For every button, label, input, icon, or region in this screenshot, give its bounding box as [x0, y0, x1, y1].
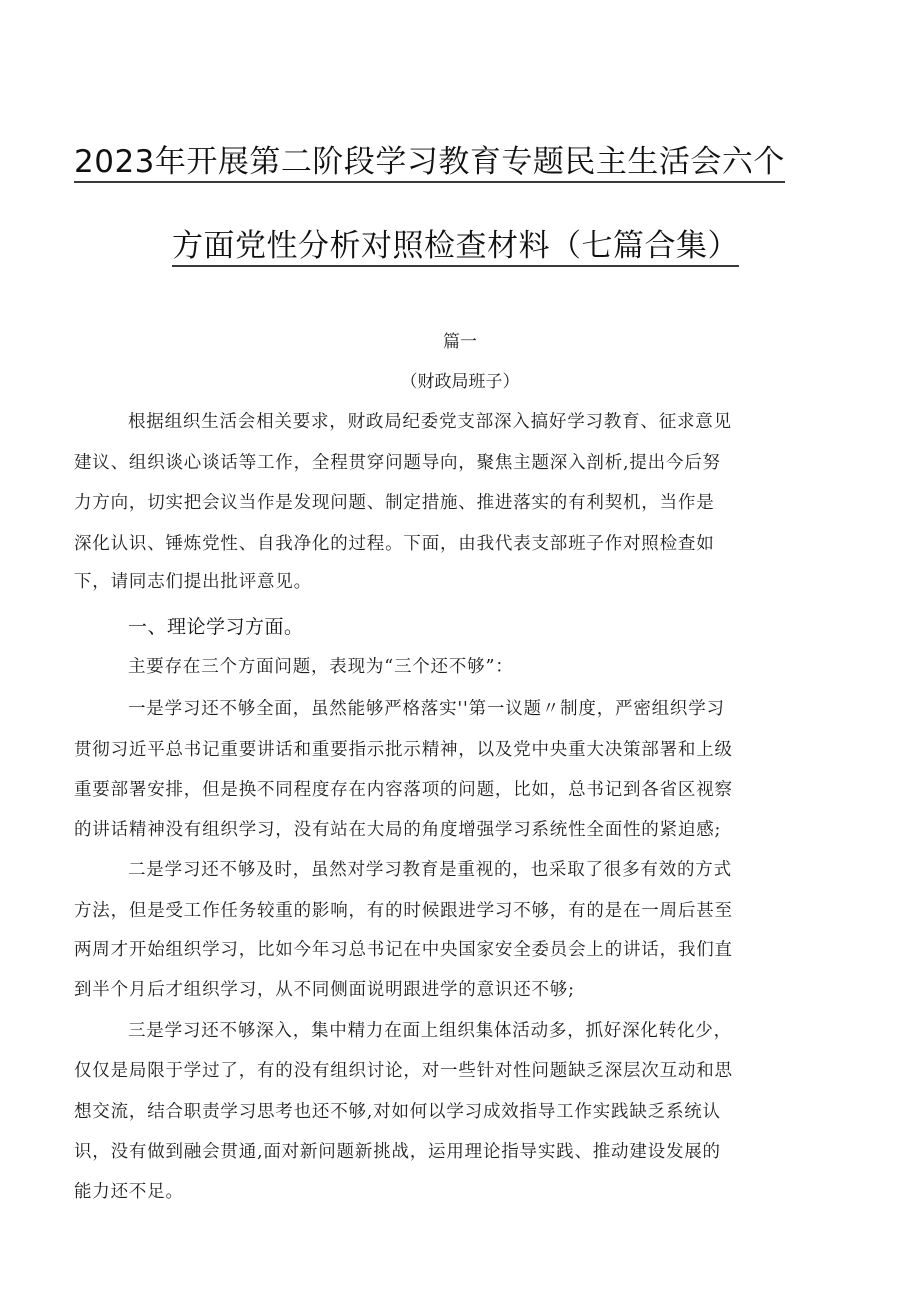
body-line: 仅仅是局限于学过了，有的没有组织讨论，对一些针对性问题缺乏深层次互动和思	[74, 1061, 733, 1081]
body-line: 重要部署安排，但是换不同程度存在内容落项的问题，比如，总书记到各省区视察	[74, 780, 733, 800]
title-text-1: 2023年开展第二阶段学习教育专题民主生活会六个	[74, 144, 785, 183]
body-line: 想交流，结合职责学习思考也还不够,对如何以学习成效指导工作实践缺乏系统认	[74, 1102, 721, 1122]
intro-line: 力方向，切实把会议当作是发现问题、制定措施、推进落实的有利契机，当作是	[74, 493, 715, 513]
body-line: 能力还不足。	[74, 1182, 184, 1202]
title-text-2: 方面党性分析对照检查材料（七篇合集）	[172, 228, 739, 267]
section-heading: 一、理论学习方面。	[128, 616, 304, 638]
body-line: 三是学习还不够深入，集中精力在面上组织集体活动多，抓好深化转化少，	[128, 1021, 732, 1041]
document-title-line-2	[172, 226, 739, 266]
intro-line: 深化认识、锤炼党性、自我净化的过程。下面，由我代表支部班子作对照检查如	[74, 534, 715, 554]
unit-label: （财政局班子）	[400, 372, 520, 392]
body-line: 二是学习还不够及时，虽然对学习教育是重视的，也采取了很多有效的方式	[128, 860, 732, 880]
body-line: 一是学习还不够全面，虽然能够严格落实''第一议题〃制度，严密组织学习	[128, 699, 725, 719]
intro-line: 建议、组织谈心谈话等工作，全程贯穿问题导向，聚焦主题深入剖析,提出今后努	[74, 453, 721, 473]
body-line: 的讲话精神没有组织学习，没有站在大局的角度增强学习系统性全面性的紧迫感;	[74, 820, 722, 840]
body-line: 方法，但是受工作任务较重的影响，有的时候跟进学习不够，有的是在一周后甚至	[74, 901, 733, 921]
body-line: 两周才开始组织学习，比如今年习总书记在中央国家安全委员会上的讲话，我们直	[74, 940, 733, 960]
body-line: 到半个月后才组织学习，从不同侧面说明跟进学的意识还不够;	[74, 980, 575, 1000]
body-line: 识，没有做到融会贯通,面对新问题新挑战，运用理论指导实践、推动建设发展的	[74, 1142, 721, 1162]
intro-line: 下，请同志们提出批评意见。	[74, 572, 312, 592]
body-line: 主要存在三个方面问题，表现为“三个还不够”：	[128, 657, 514, 677]
document-title-line-1	[74, 142, 785, 182]
intro-line: 根据组织生活会相关要求，财政局纪委党支部深入搞好学习教育、征求意见	[128, 412, 732, 432]
chapter-label: 篇一	[443, 332, 477, 352]
body-line: 贯彻习近平总书记重要讲话和重要指示批示精神，以及党中央重大决策部署和上级	[74, 740, 733, 760]
